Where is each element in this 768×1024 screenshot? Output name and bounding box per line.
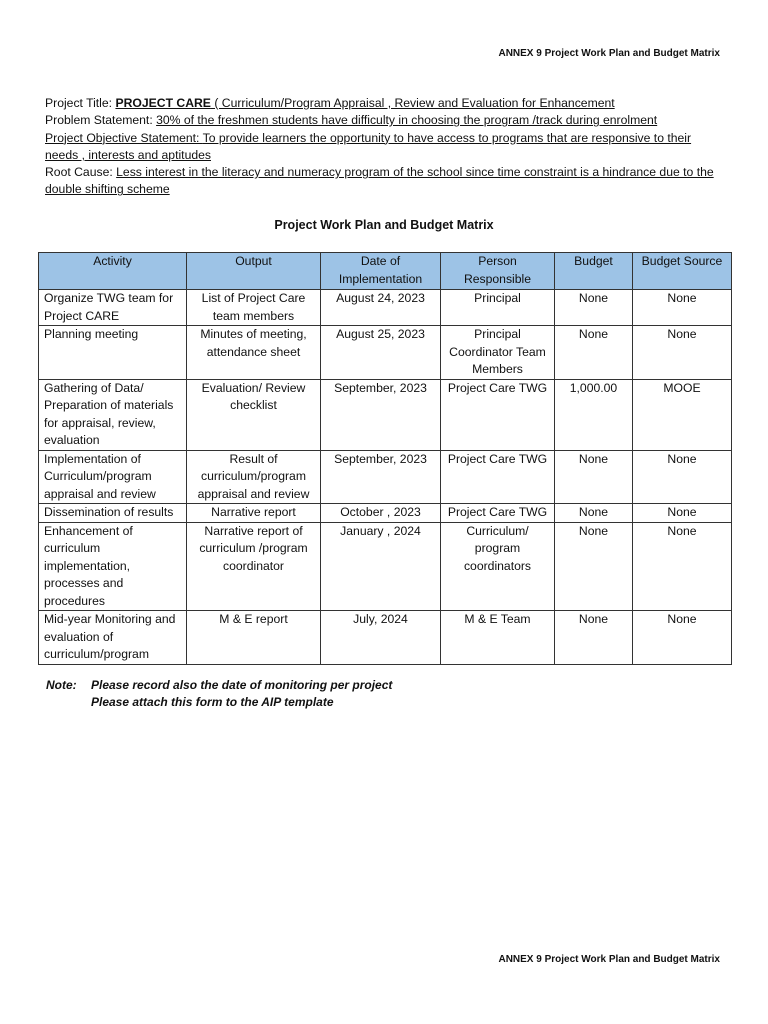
work-plan-budget-table: [38, 252, 732, 665]
problem-statement-label: Problem Statement:: [45, 113, 157, 128]
header-date: Date of Implementation: [321, 253, 441, 290]
table-row: [39, 326, 732, 380]
cell-budget: None: [555, 290, 633, 326]
cell-budget-source: None: [633, 504, 732, 523]
cell-output: M & E report: [187, 611, 321, 665]
cell-activity: Enhancement of curriculum implementation, processes and procedures: [39, 522, 187, 611]
cell-output: Result of curriculum/program appraisal and review: [187, 450, 321, 504]
cell-person: Project Care TWG: [441, 504, 555, 523]
note-label: Note:: [46, 678, 77, 692]
cell-date: August 25, 2023: [321, 326, 441, 380]
header-activity: Activity: [39, 253, 187, 290]
cell-date: January , 2024: [321, 522, 441, 611]
cell-budget: 1,000.00: [555, 379, 633, 450]
cell-output: Narrative report of curriculum /program coordinator: [187, 522, 321, 611]
header-person: Person Responsible: [441, 253, 555, 290]
header-output: Output: [187, 253, 321, 290]
cell-person: Principal: [441, 290, 555, 326]
header-annex-title: ANNEX 9 Project Work Plan and Budget Matrix: [498, 48, 720, 59]
table-row: [39, 450, 732, 504]
cell-budget-source: None: [633, 522, 732, 611]
cell-person: Curriculum/ program coordinators: [441, 522, 555, 611]
project-title-label: Project Title:: [45, 96, 116, 110]
cell-activity: Mid-year Monitoring and evaluation of curriculum/program: [39, 611, 187, 665]
matrix-title: Project Work Plan and Budget Matrix: [274, 218, 494, 232]
table-row: [39, 522, 732, 611]
cell-activity: Implementation of Curriculum/program appraisal and review: [39, 450, 187, 504]
cell-budget-source: None: [633, 450, 732, 504]
project-title-rest: ( Curriculum/Program Appraisal , Review and Evaluation for Enhancement: [210, 96, 615, 110]
cell-budget: None: [555, 522, 633, 611]
cell-budget-source: None: [633, 611, 732, 665]
problem-statement-text: 30% of the freshmen students have difficulty in choosing the program /track during enrolment: [156, 113, 658, 128]
cell-person: Project Care TWG: [441, 379, 555, 450]
table-row: [39, 504, 732, 523]
cell-date: July, 2024: [321, 611, 441, 665]
table-header-row: [39, 253, 732, 290]
problem-statement-line: [45, 112, 725, 129]
cell-output: Narrative report: [187, 504, 321, 523]
cell-budget-source: MOOE: [633, 379, 732, 450]
table-row: [39, 290, 732, 326]
cell-activity: Planning meeting: [39, 326, 187, 380]
root-cause-text: Less interest in the literacy and numeracy program of the school since time constraint is a hindrance due to the double shifting scheme: [45, 165, 714, 197]
note-text-2: Please attach this form to the AIP template: [91, 695, 334, 709]
cell-budget: None: [555, 326, 633, 380]
note-block: [46, 677, 392, 711]
cell-date: September, 2023: [321, 450, 441, 504]
cell-date: September, 2023: [321, 379, 441, 450]
cell-person: M & E Team: [441, 611, 555, 665]
cell-activity: Dissemination of results: [39, 504, 187, 523]
table-row: [39, 611, 732, 665]
cell-budget-source: None: [633, 326, 732, 380]
cell-budget: None: [555, 504, 633, 523]
project-title-line: [45, 95, 725, 112]
cell-date: October , 2023: [321, 504, 441, 523]
footer-annex-title: ANNEX 9 Project Work Plan and Budget Matrix: [498, 954, 720, 965]
project-info: [45, 95, 725, 199]
cell-output: Evaluation/ Review checklist: [187, 379, 321, 450]
cell-output: Minutes of meeting, attendance sheet: [187, 326, 321, 380]
note-line-2: [46, 694, 392, 711]
cell-budget: None: [555, 450, 633, 504]
root-cause-line: [45, 164, 725, 199]
root-cause-label: Root Cause:: [45, 165, 117, 180]
header-budget: Budget: [555, 253, 633, 290]
cell-date: August 24, 2023: [321, 290, 441, 326]
objective-statement-label: Project Objective Statement:: [45, 130, 203, 145]
cell-output: List of Project Care team members: [187, 290, 321, 326]
cell-person: Project Care TWG: [441, 450, 555, 504]
table-row: [39, 379, 732, 450]
cell-person: Principal Coordinator Team Members: [441, 326, 555, 380]
project-title-name: PROJECT CARE: [115, 96, 211, 110]
cell-budget-source: None: [633, 290, 732, 326]
header-budget-source: Budget Source: [633, 253, 732, 290]
objective-statement-line: [45, 130, 725, 165]
cell-budget: None: [555, 611, 633, 665]
cell-activity: Gathering of Data/ Preparation of materials for appraisal, review, evaluation: [39, 379, 187, 450]
note-line-1: [46, 677, 392, 694]
objective-statement-text: To provide learners the opportunity to have access to programs that are responsive to their needs , interests and aptitudes: [45, 130, 692, 162]
note-text-1: Please record also the date of monitoring per project: [91, 678, 393, 692]
cell-activity: Organize TWG team for Project CARE: [39, 290, 187, 326]
